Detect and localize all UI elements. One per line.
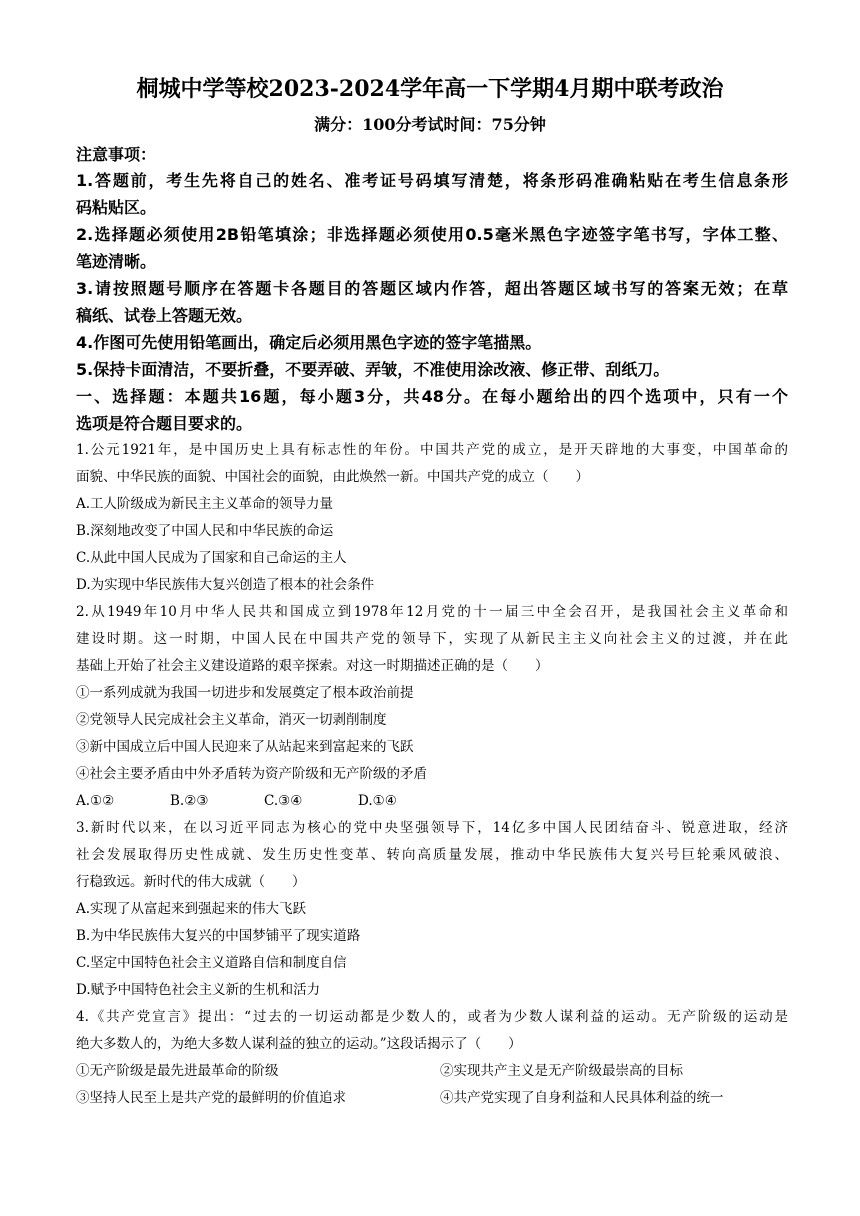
statement-1: ①无产阶级是最先进最革命的阶级 [76, 1063, 279, 1079]
option-d: D.为实现中华民族伟大复兴创造了根本的社会条件 [76, 577, 375, 593]
notice-item-4: 4.作图可先使用铅笔画出，确定后必须用黑色字迹的签字笔描黑。 [76, 333, 542, 352]
question-stem: 1.公元1921年，是中国历史上具有标志性的年份。中国共产党的成立，是开天辟地的大事变，中国革命的 [76, 442, 788, 458]
notice-item-2-cont: 笔迹清晰。 [76, 252, 157, 271]
notice-item-5: 5.保持卡面清洁，不要折叠，不要弄破、弄皱，不准使用涂改液、修正带、刮纸刀。 [76, 360, 670, 379]
statement-1: ①一系列成就为我国一切进步和发展奠定了根本政治前提 [76, 685, 414, 701]
statement-row [76, 1058, 788, 1085]
option-b: B.为中华民族伟大复兴的中国梦铺平了现实道路 [76, 928, 361, 944]
option-d: D.赋予中国特色社会主义新的生机和活力 [76, 982, 321, 998]
statement-4: ④社会主要矛盾由中外矛盾转为资产阶级和无产阶级的矛盾 [76, 766, 427, 782]
statement-row [76, 1085, 788, 1112]
option-a: A.①② [76, 793, 115, 809]
statement-2: ②党领导人民完成社会主义革命，消灭一切剥削制度 [76, 712, 387, 728]
notice-item-3-cont: 稿纸、试卷上答题无效。 [76, 306, 253, 325]
section-heading-cont: 选项是符合题目要求的。 [76, 414, 253, 433]
option-c: C.③④ [264, 793, 303, 809]
exam-info: 满分：100分考试时间：75分钟 [314, 115, 546, 134]
option-d: D.①④ [358, 793, 397, 809]
question-stem: 4.《共产党宣言》提出：“过去的一切运动都是少数人的，或者为少数人谋利益的运动。无产阶级的运动是 [76, 1009, 788, 1025]
question-stem: 绝大多数人的，为绝大多数人谋利益的独立的运动。”这段话揭示了（ ） [76, 1036, 522, 1052]
notice-item-1-cont: 码粘贴区。 [76, 198, 157, 217]
option-c: C.从此中国人民成为了国家和自己命运的主人 [76, 550, 347, 566]
statement-4: ④共产党实现了自身利益和人民具体利益的统一 [440, 1090, 724, 1106]
statement-2: ②实现共产主义是无产阶级最崇高的目标 [440, 1063, 683, 1079]
option-c: C.坚定中国特色社会主义道路自信和制度自信 [76, 955, 347, 971]
statement-3: ③坚持人民至上是共产党的最鲜明的价值追求 [76, 1090, 346, 1106]
option-row [76, 788, 788, 815]
option-a: A.实现了从富起来到强起来的伟大飞跃 [76, 901, 307, 917]
question-stem: 行稳致远。新时代的伟大成就（ ） [76, 874, 306, 890]
notice-item-3: 3.请按照题号顺序在答题卡各题目的答题区域内作答，超出答题区域书写的答案无效；在草 [76, 279, 788, 298]
question-stem: 2.从1949年10月中华人民共和国成立到1978年12月党的十一届三中全会召开，是我国社会主义革命和 [76, 604, 788, 620]
question-stem: 社会发展取得历史性成就、发生历史性变革、转向高质量发展，推动中华民族伟大复兴号巨轮乘风破浪、 [76, 847, 788, 863]
question-stem: 3.新时代以来，在以习近平同志为核心的党中央坚强领导下，14亿多中国人民团结奋斗、锐意进取，经济 [76, 820, 788, 836]
notice-item-2: 2.选择题必须使用2B铅笔填涂；非选择题必须使用0.5毫米黑色字迹签字笔书写，字体工整、 [76, 225, 788, 244]
option-b: B.深刻地改变了中国人民和中华民族的命运 [76, 523, 334, 539]
question-stem: 建设时期。这一时期，中国人民在中国共产党的领导下，实现了从新民主主义向社会主义的过渡，并在此 [76, 631, 788, 647]
question-stem: 基础上开始了社会主义建设道路的艰辛探索。对这一时期描述正确的是（ ） [76, 658, 549, 674]
statement-3: ③新中国成立后中国人民迎来了从站起来到富起来的飞跃 [76, 739, 414, 755]
option-b: B.②③ [170, 793, 209, 809]
option-a: A.工人阶级成为新民主主义革命的领导力量 [76, 496, 334, 512]
notice-heading: 注意事项： [76, 145, 157, 164]
page-title: 桐城中学等校2023-2024学年高一下学期4月期中联考政治 [136, 76, 724, 102]
question-stem: 面貌、中华民族的面貌、中国社会的面貌，由此焕然一新。中国共产党的成立（ ） [76, 469, 589, 485]
notice-item-1: 1.答题前，考生先将自己的姓名、准考证号码填写清楚，将条形码准确粘贴在考生信息条形 [76, 171, 788, 190]
section-heading: 一、选择题：本题共16题，每小题3分，共48分。在每小题给出的四个选项中，只有一个 [76, 387, 788, 406]
